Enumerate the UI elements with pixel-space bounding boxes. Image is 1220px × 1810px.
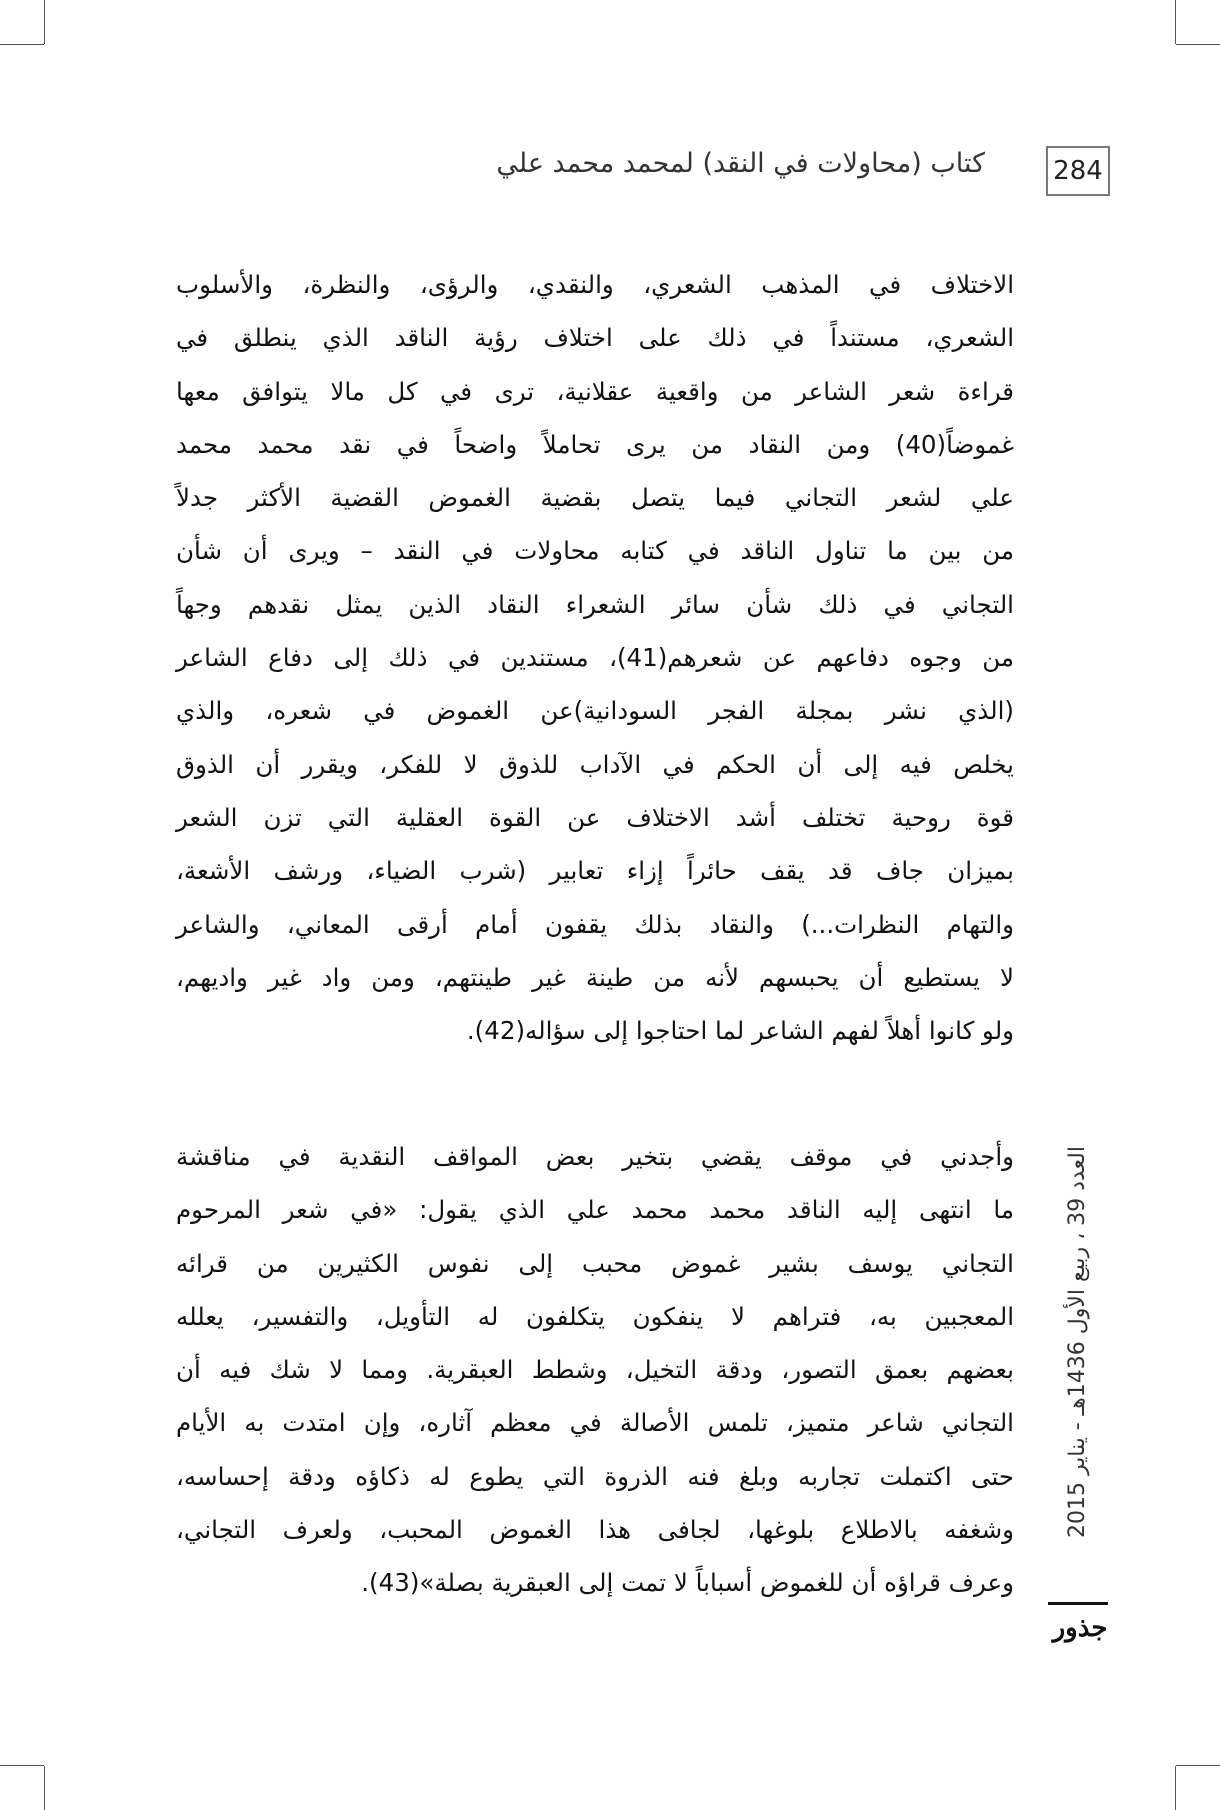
text-line: بعضهم بعمق التصور، ودقة التخيل، وشطط العبقرية. ومما لا شك فيه أن [176,1355,1014,1385]
crop-mark [0,1765,44,1766]
running-header-title: كتاب (محاولات في النقد) لمحمد محمد علي [496,148,985,179]
text-line: الاختلاف في المذهب الشعري، والنقدي، والرؤى، والنظرة، والأسلوب [176,270,1014,299]
text-line: والتهام النظرات...) والنقاد بذلك يقفون أمام أرقى المعاني، والشاعر [176,909,1014,939]
logo-bar [1048,1602,1108,1605]
text-line: وشغفه بالاطلاع بلوغها، لجافى هذا الغموض المحبب، ولعرف التجاني، [176,1515,1014,1545]
text-line: ما انتهى إليه الناقد محمد محمد علي الذي يقول: «في شعر المرحوم [176,1195,1014,1225]
text-line: بميزان جاف قد يقف حائراً إزاء تعابير (شرب الضياء، ورشف الأشعة، [176,856,1014,886]
text-line: وأجدني في موقف يقضي بتخير بعض المواقف النقدية في مناقشة [176,1142,1014,1171]
issue-info: العدد 39 ، ربيع الأول 1436هـ - يناير 2015 [1065,1146,1090,1538]
text-line: قراءة شعر الشاعر من واقعية عقلانية، ترى في كل مالا يتوافق معها [176,376,1014,406]
crop-mark [1176,1765,1220,1766]
text-line: المعجبين به، فتراهم لا ينفكون يتكلفون له التأويل، والتفسير، يعلله [176,1301,1014,1331]
crop-mark [1175,1766,1176,1810]
text-line: غموضاً(40) ومن النقاد من يرى تحاملاً واضحاً في نقد محمد محمد [176,429,1014,459]
text-line: يخلص فيه إلى أن الحكم في الآداب للذوق لا للفكر، ويقرر أن الذوق [176,749,1014,779]
paragraph-2 [176,1130,1014,1610]
text-line: لا يستطيع أن يحبسهم لأنه من طينة غير طينتهم، ومن واد غير واديهم، [176,962,1014,992]
crop-mark [44,0,45,44]
journal-logo: جذور [1052,1613,1108,1643]
text-line: التجاني يوسف بشير غموض محبب إلى نفوس الكثيرين من قرائه [176,1248,1014,1278]
text-line: حتى اكتملت تجاربه وبلغ فنه الذروة التي يطوع له ذكاؤه ودقة إحساسه، [176,1461,1014,1491]
text-line: التجاني في ذلك شأن سائر الشعراء النقاد الذين يمثل نقدهم وجهاً [176,589,1014,619]
text-line: (الذي نشر بمجلة الفجر السودانية)عن الغموض في شعره، والذي [176,696,1014,726]
crop-mark [1175,0,1176,44]
text-line: الشعري، مستنداً في ذلك على اختلاف رؤية الناقد الذي ينطلق في [176,323,1014,353]
paragraph-1 [176,258,1014,1057]
text-line: قوة روحية تختلف أشد الاختلاف عن القوة العقلية التي تزن الشعر [176,802,1014,832]
page-number: 284 [1046,146,1110,196]
text-line: علي لشعر التجاني فيما يتصل بقضية الغموض القضية الأكثر جدلاً [176,483,1014,513]
text-line: من بين ما تناول الناقد في كتابه محاولات في النقد – ويرى أن شأن [176,536,1014,566]
crop-mark [44,1766,45,1810]
text-line: التجاني شاعر متميز، تلمس الأصالة في معظم آثاره، وإن امتدت به الأيام [176,1408,1014,1438]
text-line: من وجوه دفاعهم عن شعرهم(41)، مستندين في ذلك إلى دفاع الشاعر [176,643,1014,673]
text-line: ولو كانوا أهلاً لفهم الشاعر لما احتاجوا إلى سؤاله(42). [466,1016,1014,1046]
crop-mark [1176,44,1220,45]
crop-mark [0,44,44,45]
text-line: وعرف قراؤه أن للغموض أسباباً لا تمت إلى العبقرية بصلة»(43). [361,1568,1014,1598]
